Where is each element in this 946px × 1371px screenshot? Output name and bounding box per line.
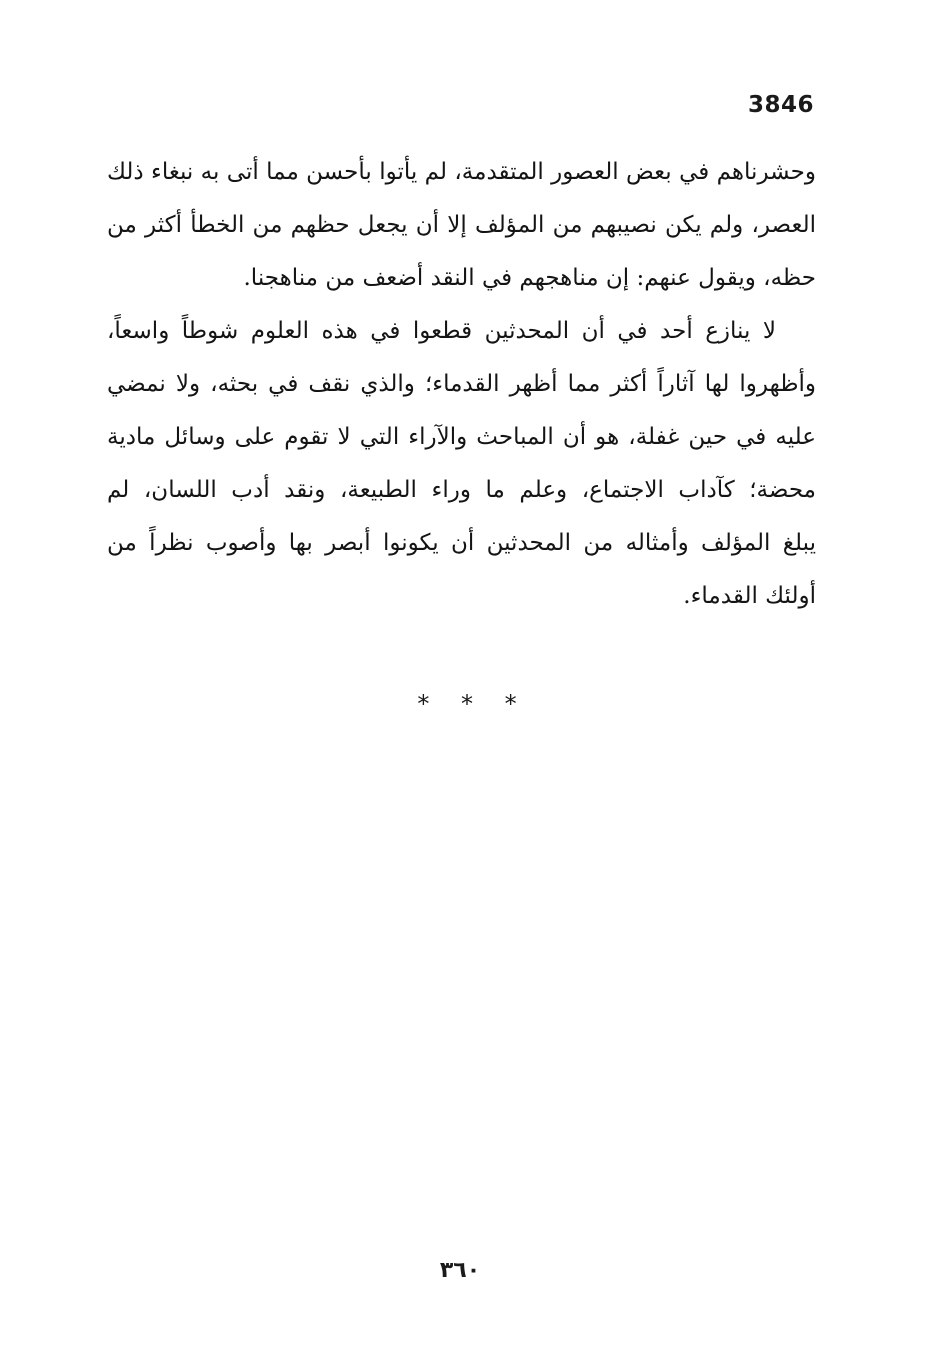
page-number: ٣٦٠ [439, 1258, 481, 1283]
text-line: العصر، ولم يكن نصيبهم من المؤلف إلا أن يجعل حظهم من الخطأ أكثر من [107, 212, 816, 238]
paragraph-2 [107, 305, 816, 623]
text-line: حظه، ويقول عنهم: إن مناهجهم في النقد أضعف من مناهجنا. [243, 265, 816, 291]
section-separator: * * * [417, 690, 529, 718]
text-line: وحشرناهم في بعض العصور المتقدمة، لم يأتوا بأحسن مما أتى به نبغاء ذلك [107, 159, 816, 185]
text-line: وأظهروا لها آثاراً أكثر مما أظهر القدماء؛ والذي نقف في بحثه، ولا نمضي [107, 371, 816, 397]
page-id: 3846 [747, 92, 814, 118]
paragraph-1 [107, 146, 816, 305]
text-line: محضة؛ كآداب الاجتماع، وعلم ما وراء الطبيعة، ونقد أدب اللسان، لم [107, 477, 816, 503]
body-text [107, 146, 816, 623]
text-line: أولئك القدماء. [683, 583, 816, 609]
text-line: يبلغ المؤلف وأمثاله من المحدثين أن يكونوا أبصر بها وأصوب نظراً من [107, 530, 816, 556]
text-line: عليه في حين غفلة، هو أن المباحث والآراء التي لا تقوم على وسائل مادية [107, 424, 816, 450]
text-line: لا ينازع أحد في أن المحدثين قطعوا في هذه العلوم شوطاً واسعاً، [107, 318, 776, 344]
